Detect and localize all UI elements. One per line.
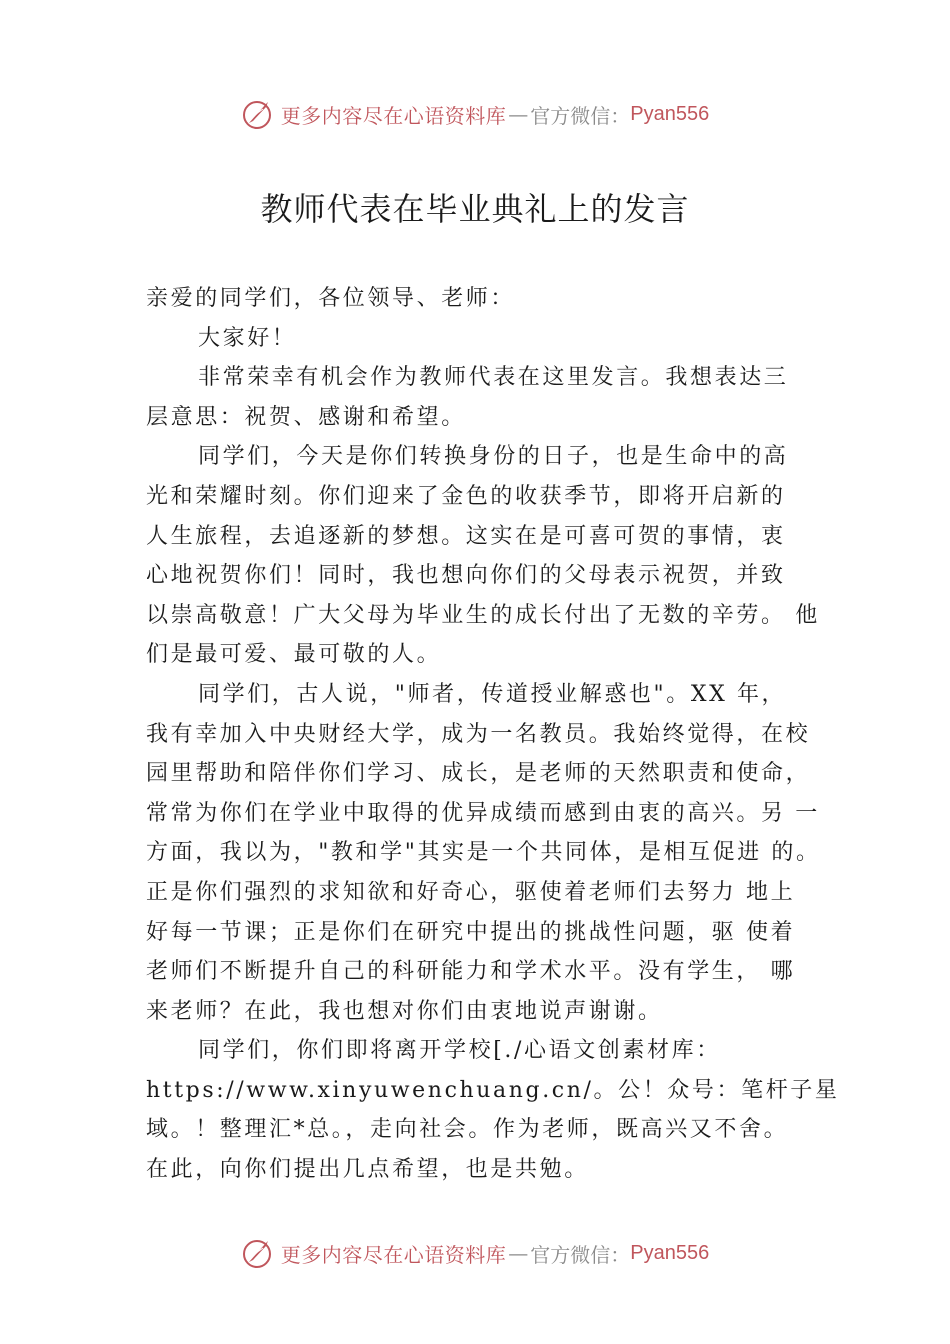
banner-separator: — [508, 102, 529, 126]
text-line: 常常为你们在学业中取得的优异成绩而感到由衷的高兴。另 一 [146, 800, 820, 826]
text-line: https://www.xinyuwenchuang.cn/。公！众号：笔杆子星 [146, 1077, 840, 1103]
text-line: 心地祝贺你们！同时，我也想向你们的父母表示祝贺，并致 [146, 563, 786, 589]
text-line: 同学们，今天是你们转换身份的日子，也是生命中的高 [198, 444, 789, 470]
text-line: 在此，向你们提出几点希望，也是共勉。 [146, 1157, 589, 1183]
banner-wechat-label: 官方微信： [530, 1242, 631, 1267]
banner-separator: — [508, 1241, 529, 1265]
text-line: 方面，我以为，"教和学"其实是一个共同体，是相互促进 的。 [146, 840, 821, 866]
text-line: 园里帮助和陪伴你们学习、成长，是老师的天然职责和使命， [146, 761, 811, 787]
quill-logo-icon [241, 97, 275, 131]
header-banner [0, 94, 950, 134]
banner-text: 更多内容尽在心语资料库 [280, 1242, 507, 1267]
banner-wechat-label: 官方微信： [530, 103, 631, 128]
text-line: 非常荣幸有机会作为教师代表在这里发言。我想表达三 [198, 365, 789, 391]
text-line: 光和荣耀时刻。你们迎来了金色的收获季节，即将开启新的 [146, 483, 786, 509]
text-line: 同学们，你们即将离开学校[./心语文创素材库： [198, 1038, 721, 1064]
text-line: 们是最可爱、最可敬的人。 [146, 642, 442, 668]
text-line: 人生旅程，去追逐新的梦想。这实在是可喜可贺的事情，衷 [146, 523, 786, 549]
text-line: 同学们，古人说，"师者，传道授业解惑也"。XX 年， [198, 681, 787, 707]
banner-wechat-id: Pyan556 [630, 102, 710, 125]
banner-wechat-id: Pyan556 [630, 1241, 710, 1264]
footer-banner [0, 1233, 950, 1273]
banner-text: 更多内容尽在心语资料库 [280, 103, 507, 128]
text-line: 域。！整理汇*总。，走向社会。作为老师，既高兴又不舍。 [146, 1117, 789, 1143]
text-line: 正是你们强烈的求知欲和好奇心，驱使着老师们去努力 地上 [146, 879, 796, 905]
text-line: 好每一节课；正是你们在研究中提出的挑战性问题，驱 使着 [146, 919, 796, 945]
text-line: 以崇高敬意！广大父母为毕业生的成长付出了无数的辛劳。 他 [146, 602, 820, 628]
text-line: 我有幸加入中央财经大学，成为一名教员。我始终觉得，在校 [146, 721, 811, 747]
text-line: 亲爱的同学们，各位领导、老师： [146, 286, 516, 311]
text-line: 大家好！ [198, 325, 297, 351]
document-title: 教师代表在毕业典礼上的发言 [260, 190, 690, 228]
document-body [146, 279, 840, 1190]
text-line: 来老师？在此，我也想对你们由衷地说声谢谢。 [146, 998, 663, 1024]
text-line: 老师们不断提升自己的科研能力和学术水平。没有学生， 哪 [146, 959, 796, 985]
quill-logo-icon [241, 1236, 275, 1270]
text-line: 层意思：祝贺、感谢和希望。 [146, 404, 466, 430]
